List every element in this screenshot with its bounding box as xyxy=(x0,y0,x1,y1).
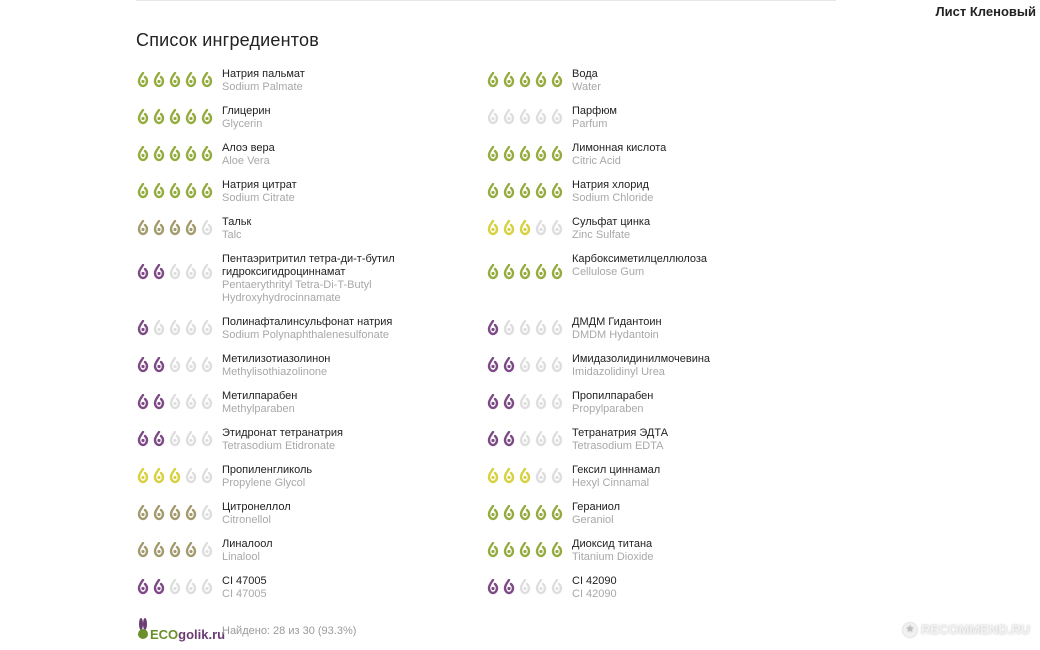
ingredient-row[interactable] xyxy=(486,253,816,316)
ingredient-name-ru[interactable]: Натрия хлорид xyxy=(572,179,649,191)
ingredient-name-en: Sodium Chloride xyxy=(572,192,654,204)
ingredient-rating xyxy=(486,72,564,88)
ingredient-name-ru[interactable]: Цитронеллол xyxy=(222,501,291,513)
rating-drop-empty-icon xyxy=(534,468,548,484)
ingredient-row[interactable] xyxy=(136,216,466,253)
rating-drop-empty-icon xyxy=(486,109,500,125)
section-title: Список ингредиентов xyxy=(136,30,320,50)
ingredient-rating xyxy=(136,183,214,199)
rating-drop-filled-icon xyxy=(534,542,548,558)
ingredient-rating xyxy=(486,394,564,410)
rating-drop-filled-icon xyxy=(486,320,500,336)
rating-drop-filled-icon xyxy=(550,72,564,88)
rating-drop-filled-icon xyxy=(152,264,166,280)
rating-drop-empty-icon xyxy=(184,431,198,447)
watermark xyxy=(903,622,1030,637)
watermark-text: RECOMMEND.RU xyxy=(920,622,1030,637)
ingredient-name-en: Linalool xyxy=(222,551,260,563)
rating-drop-filled-icon xyxy=(502,579,516,595)
rating-drop-filled-icon xyxy=(486,220,500,236)
rating-drop-filled-icon xyxy=(168,72,182,88)
rating-drop-empty-icon xyxy=(550,394,564,410)
rating-drop-empty-icon xyxy=(200,542,214,558)
ingredient-row[interactable] xyxy=(136,538,466,575)
ingredient-name-ru[interactable]: Гераниол xyxy=(572,501,621,513)
rating-drop-filled-icon xyxy=(152,394,166,410)
ingredient-row[interactable] xyxy=(486,575,816,612)
rating-drop-empty-icon xyxy=(534,109,548,125)
ingredient-name-ru[interactable]: Метилизотиазолинон xyxy=(222,353,331,365)
rating-drop-filled-icon xyxy=(168,220,182,236)
ingredient-name-en: Sodium Citrate xyxy=(222,192,295,204)
rating-drop-empty-icon xyxy=(550,431,564,447)
rating-drop-empty-icon xyxy=(534,220,548,236)
ingredient-rating xyxy=(486,542,564,558)
rating-drop-filled-icon xyxy=(486,357,500,373)
rating-drop-empty-icon xyxy=(518,320,532,336)
rating-drop-filled-icon xyxy=(486,394,500,410)
rating-drop-filled-icon xyxy=(534,146,548,162)
ingredient-row[interactable] xyxy=(486,216,816,253)
rating-drop-filled-icon xyxy=(502,505,516,521)
ingredient-name-ru[interactable]: Алоэ вера xyxy=(222,142,275,154)
ingredient-row[interactable] xyxy=(136,464,466,501)
ingredient-name-en: Tetrasodium EDTA xyxy=(572,440,664,452)
ingredient-name-ru[interactable]: Парфюм xyxy=(572,105,617,117)
ingredient-row[interactable] xyxy=(486,501,816,538)
rating-drop-empty-icon xyxy=(518,109,532,125)
ingredient-rating xyxy=(136,109,214,125)
rating-drop-filled-icon xyxy=(184,505,198,521)
ingredient-name-ru[interactable]: ДМДМ Гидантоин xyxy=(572,316,662,328)
rating-drop-empty-icon xyxy=(518,431,532,447)
rating-drop-empty-icon xyxy=(184,264,198,280)
rating-drop-empty-icon xyxy=(184,394,198,410)
rating-drop-filled-icon xyxy=(518,146,532,162)
ingredient-rating xyxy=(486,320,564,336)
rating-drop-filled-icon xyxy=(152,431,166,447)
rating-drop-filled-icon xyxy=(152,357,166,373)
ingredient-name-en: Hexyl Cinnamal xyxy=(572,477,650,489)
ingredient-name-en: Water xyxy=(572,81,601,93)
ingredient-name-ru[interactable]: Тетранатрия ЭДТА xyxy=(572,427,669,439)
rating-drop-empty-icon xyxy=(502,109,516,125)
rating-drop-filled-icon xyxy=(136,357,150,373)
rating-drop-filled-icon xyxy=(502,357,516,373)
rating-drop-filled-icon xyxy=(502,72,516,88)
rating-drop-filled-icon xyxy=(184,146,198,162)
ingredient-name-en: Propylene Glycol xyxy=(222,477,306,489)
rating-drop-filled-icon xyxy=(502,220,516,236)
ingredient-name-ru[interactable]: Этидронат тетранатрия xyxy=(222,427,343,439)
ingredient-row[interactable] xyxy=(486,427,816,464)
rating-drop-empty-icon xyxy=(518,579,532,595)
ingredient-rating xyxy=(136,72,214,88)
ingredient-rating xyxy=(136,220,214,236)
ingredient-name-ru[interactable]: Сульфат цинка xyxy=(572,216,651,228)
ingredient-rating xyxy=(136,468,214,484)
ingredient-rating xyxy=(486,220,564,236)
ingredient-name-ru[interactable]: CI 47005 xyxy=(222,575,267,587)
ecogolik-logo[interactable] xyxy=(136,616,225,642)
ingredient-name-en: Titanium Dioxide xyxy=(572,551,654,563)
ingredient-rating xyxy=(136,579,214,595)
rating-drop-filled-icon xyxy=(534,505,548,521)
ingredient-rating xyxy=(136,431,214,447)
rating-drop-empty-icon xyxy=(534,431,548,447)
logo-eco-text: ECO xyxy=(150,627,179,642)
bunny-icon xyxy=(136,618,150,642)
rating-drop-filled-icon xyxy=(136,468,150,484)
ingredient-name-en: Glycerin xyxy=(222,118,263,130)
rating-drop-empty-icon xyxy=(534,357,548,373)
rating-drop-empty-icon xyxy=(518,394,532,410)
rating-drop-filled-icon xyxy=(200,109,214,125)
rating-drop-filled-icon xyxy=(168,183,182,199)
rating-drop-filled-icon xyxy=(184,542,198,558)
rating-drop-empty-icon xyxy=(200,579,214,595)
ingredient-row[interactable] xyxy=(486,353,816,390)
rating-drop-empty-icon xyxy=(200,220,214,236)
rating-drop-filled-icon xyxy=(200,183,214,199)
ingredient-name-en: Sodium Polynaphthalenesulfonate xyxy=(222,329,389,341)
rating-drop-empty-icon xyxy=(550,357,564,373)
rating-drop-empty-icon xyxy=(550,220,564,236)
rating-drop-empty-icon xyxy=(200,320,214,336)
ingredient-rating xyxy=(486,183,564,199)
rating-drop-filled-icon xyxy=(550,505,564,521)
rating-drop-filled-icon xyxy=(502,431,516,447)
rating-drop-filled-icon xyxy=(136,431,150,447)
rating-drop-filled-icon xyxy=(152,579,166,595)
rating-drop-filled-icon xyxy=(136,320,150,336)
ingredient-rating xyxy=(136,542,214,558)
ingredient-row[interactable] xyxy=(486,68,816,105)
ingredient-name-en: Parfum xyxy=(572,118,608,130)
rating-drop-empty-icon xyxy=(168,320,182,336)
rating-drop-filled-icon xyxy=(152,183,166,199)
ingredient-rating xyxy=(486,146,564,162)
ingredient-name-en: Imidazolidinyl Urea xyxy=(572,366,665,378)
rating-drop-filled-icon xyxy=(518,542,532,558)
rating-drop-filled-icon xyxy=(486,579,500,595)
rating-drop-filled-icon xyxy=(486,431,500,447)
ingredient-row[interactable] xyxy=(136,390,466,427)
ingredient-row[interactable] xyxy=(136,253,466,316)
ingredient-name-en: Cellulose Gum xyxy=(572,266,645,278)
ingredient-name-ru[interactable]: Тальк xyxy=(222,216,252,228)
ingredient-name-ru[interactable]: Пентаэритритил тетра-ди-т-бутил гидроксигидроциннамат xyxy=(222,253,395,278)
ingredient-row[interactable] xyxy=(136,105,466,142)
ingredient-row[interactable] xyxy=(136,353,466,390)
rating-drop-filled-icon xyxy=(534,264,548,280)
rating-drop-filled-icon xyxy=(502,146,516,162)
ingredient-rating xyxy=(136,146,214,162)
rating-drop-filled-icon xyxy=(534,183,548,199)
ingredient-name-en: Citronellol xyxy=(222,514,271,526)
ingredient-rating xyxy=(136,357,214,373)
ingredient-row[interactable] xyxy=(136,179,466,216)
ingredient-name-en: Geraniol xyxy=(572,514,614,526)
ingredient-row[interactable] xyxy=(136,142,466,179)
ingredient-rating xyxy=(486,264,564,280)
rating-drop-filled-icon xyxy=(518,468,532,484)
rating-drop-filled-icon xyxy=(502,468,516,484)
ingredient-row[interactable] xyxy=(486,142,816,179)
rating-drop-filled-icon xyxy=(486,146,500,162)
rating-drop-filled-icon xyxy=(550,264,564,280)
rating-drop-empty-icon xyxy=(168,431,182,447)
ingredient-name-en: Citric Acid xyxy=(572,155,621,167)
ingredient-name-ru[interactable]: CI 42090 xyxy=(572,575,617,587)
ingredients-column-right xyxy=(486,68,816,612)
rating-drop-empty-icon xyxy=(184,357,198,373)
rating-drop-filled-icon xyxy=(152,109,166,125)
ingredient-name-ru[interactable]: Натрия цитрат xyxy=(222,179,297,191)
rating-drop-filled-icon xyxy=(136,183,150,199)
rating-drop-filled-icon xyxy=(168,542,182,558)
ingredient-name-ru[interactable]: Глицерин xyxy=(222,105,271,117)
found-count: Найдено: 28 из 30 (93.3%) xyxy=(222,625,357,637)
rating-drop-filled-icon xyxy=(518,183,532,199)
ingredient-row[interactable] xyxy=(136,316,466,353)
ingredient-name-en: CI 42090 xyxy=(572,588,617,600)
ingredient-name-ru[interactable]: Гексил циннамал xyxy=(572,464,661,476)
ingredient-name-ru[interactable]: Линалоол xyxy=(222,538,273,550)
ingredient-rating xyxy=(486,431,564,447)
rating-drop-filled-icon xyxy=(200,146,214,162)
rating-drop-filled-icon xyxy=(486,542,500,558)
logo-golik-text: golik.ru xyxy=(178,627,226,642)
rating-drop-empty-icon xyxy=(184,579,198,595)
rating-drop-filled-icon xyxy=(502,542,516,558)
ingredient-name-ru[interactable]: Натрия пальмат xyxy=(222,68,305,80)
rating-drop-filled-icon xyxy=(200,72,214,88)
rating-drop-filled-icon xyxy=(136,220,150,236)
rating-drop-filled-icon xyxy=(152,542,166,558)
rating-drop-empty-icon xyxy=(200,394,214,410)
ingredient-name-ru[interactable]: Метилпарабен xyxy=(222,390,298,402)
rating-drop-empty-icon xyxy=(200,505,214,521)
rating-drop-filled-icon xyxy=(502,394,516,410)
rating-drop-filled-icon xyxy=(184,220,198,236)
ingredient-row[interactable] xyxy=(486,464,816,501)
ingredient-rating xyxy=(486,357,564,373)
ingredient-row[interactable] xyxy=(486,538,816,575)
rating-drop-filled-icon xyxy=(550,542,564,558)
ingredient-name-ru[interactable]: Вода xyxy=(572,68,598,80)
ingredient-name-en: Sodium Palmate xyxy=(222,81,303,93)
rating-drop-filled-icon xyxy=(168,505,182,521)
rating-drop-empty-icon xyxy=(550,468,564,484)
rating-drop-filled-icon xyxy=(184,72,198,88)
rating-drop-filled-icon xyxy=(518,264,532,280)
ingredient-row[interactable] xyxy=(486,105,816,142)
rating-drop-filled-icon xyxy=(152,468,166,484)
rating-drop-empty-icon xyxy=(534,394,548,410)
top-divider xyxy=(136,0,836,1)
rating-drop-empty-icon xyxy=(550,109,564,125)
ingredient-rating xyxy=(136,264,214,280)
rating-drop-filled-icon xyxy=(486,468,500,484)
star-icon: ★ xyxy=(903,623,917,637)
rating-drop-filled-icon xyxy=(184,109,198,125)
rating-drop-filled-icon xyxy=(136,109,150,125)
ingredient-rating xyxy=(136,505,214,521)
rating-drop-filled-icon xyxy=(550,146,564,162)
rating-drop-filled-icon xyxy=(136,394,150,410)
ingredient-name-en: Aloe Vera xyxy=(222,155,270,167)
rating-drop-empty-icon xyxy=(184,320,198,336)
ingredient-rating xyxy=(136,320,214,336)
rating-drop-filled-icon xyxy=(486,505,500,521)
rating-drop-empty-icon xyxy=(168,357,182,373)
rating-drop-filled-icon xyxy=(168,146,182,162)
rating-drop-filled-icon xyxy=(550,183,564,199)
rating-drop-filled-icon xyxy=(518,72,532,88)
rating-drop-filled-icon xyxy=(502,183,516,199)
rating-drop-filled-icon xyxy=(184,183,198,199)
rating-drop-empty-icon xyxy=(550,320,564,336)
rating-drop-filled-icon xyxy=(534,72,548,88)
rating-drop-filled-icon xyxy=(486,264,500,280)
rating-drop-filled-icon xyxy=(486,183,500,199)
rating-drop-filled-icon xyxy=(152,505,166,521)
ingredient-name-ru[interactable]: Лимонная кислота xyxy=(572,142,667,154)
rating-drop-filled-icon xyxy=(136,72,150,88)
ingredient-name-en: Methylisothiazolinone xyxy=(222,366,328,378)
rating-drop-filled-icon xyxy=(152,220,166,236)
rating-drop-filled-icon xyxy=(518,505,532,521)
rating-drop-filled-icon xyxy=(136,264,150,280)
rating-drop-filled-icon xyxy=(152,72,166,88)
ingredient-name-en: Propylparaben xyxy=(572,403,644,415)
ingredients-column-left xyxy=(136,68,466,612)
rating-drop-empty-icon xyxy=(200,357,214,373)
rating-drop-filled-icon xyxy=(502,264,516,280)
ingredient-row[interactable] xyxy=(486,390,816,427)
rating-drop-filled-icon xyxy=(136,579,150,595)
ingredient-row[interactable] xyxy=(486,316,816,353)
rating-drop-empty-icon xyxy=(518,357,532,373)
rating-drop-empty-icon xyxy=(168,264,182,280)
ingredient-name-en: Pentaerythrityl Tetra-Di-T-Butyl Hydroxyhydrocinnamate xyxy=(222,279,372,304)
rating-drop-filled-icon xyxy=(518,220,532,236)
rating-drop-filled-icon xyxy=(486,72,500,88)
ingredient-row[interactable] xyxy=(136,427,466,464)
ingredient-rating xyxy=(486,109,564,125)
rating-drop-empty-icon xyxy=(534,320,548,336)
ingredient-row[interactable] xyxy=(136,501,466,538)
rating-drop-empty-icon xyxy=(152,320,166,336)
user-name[interactable]: Лист Кленовый xyxy=(935,4,1036,19)
ingredient-name-en: Methylparaben xyxy=(222,403,295,415)
ingredient-name-en: DMDM Hydantoin xyxy=(572,329,659,341)
rating-drop-empty-icon xyxy=(200,468,214,484)
ingredient-name-ru[interactable]: Диоксид титана xyxy=(572,538,653,550)
rating-drop-empty-icon xyxy=(550,579,564,595)
rating-drop-empty-icon xyxy=(534,579,548,595)
rating-drop-filled-icon xyxy=(136,146,150,162)
ingredient-name-en: Tetrasodium Etidronate xyxy=(222,440,336,452)
rating-drop-filled-icon xyxy=(136,505,150,521)
rating-drop-empty-icon xyxy=(200,264,214,280)
ingredient-row[interactable] xyxy=(486,179,816,216)
ingredient-rating xyxy=(136,394,214,410)
rating-drop-empty-icon xyxy=(200,431,214,447)
ingredient-rating xyxy=(486,579,564,595)
ingredient-rating xyxy=(486,468,564,484)
rating-drop-filled-icon xyxy=(168,468,182,484)
ingredient-name-en: CI 47005 xyxy=(222,588,267,600)
ingredient-name-ru[interactable]: Полинафталинсульфонат натрия xyxy=(222,316,393,328)
ingredient-name-ru[interactable]: Пропиленгликоль xyxy=(222,464,313,476)
ingredient-name-ru[interactable]: Карбоксиметилцеллюлоза xyxy=(572,253,708,265)
ingredient-name-en: Talc xyxy=(222,229,242,241)
ingredient-rating xyxy=(486,505,564,521)
rating-drop-empty-icon xyxy=(168,394,182,410)
rating-drop-filled-icon xyxy=(168,109,182,125)
rating-drop-filled-icon xyxy=(152,146,166,162)
rating-drop-filled-icon xyxy=(136,542,150,558)
rating-drop-empty-icon xyxy=(168,579,182,595)
rating-drop-empty-icon xyxy=(184,468,198,484)
rating-drop-empty-icon xyxy=(502,320,516,336)
ingredient-name-ru[interactable]: Пропилпарабен xyxy=(572,390,654,402)
ingredient-name-ru[interactable]: Имидазолидинилмочевина xyxy=(572,353,711,365)
ingredient-name-en: Zinc Sulfate xyxy=(572,229,631,241)
ingredient-row[interactable] xyxy=(136,68,466,105)
ingredient-row[interactable] xyxy=(136,575,466,612)
